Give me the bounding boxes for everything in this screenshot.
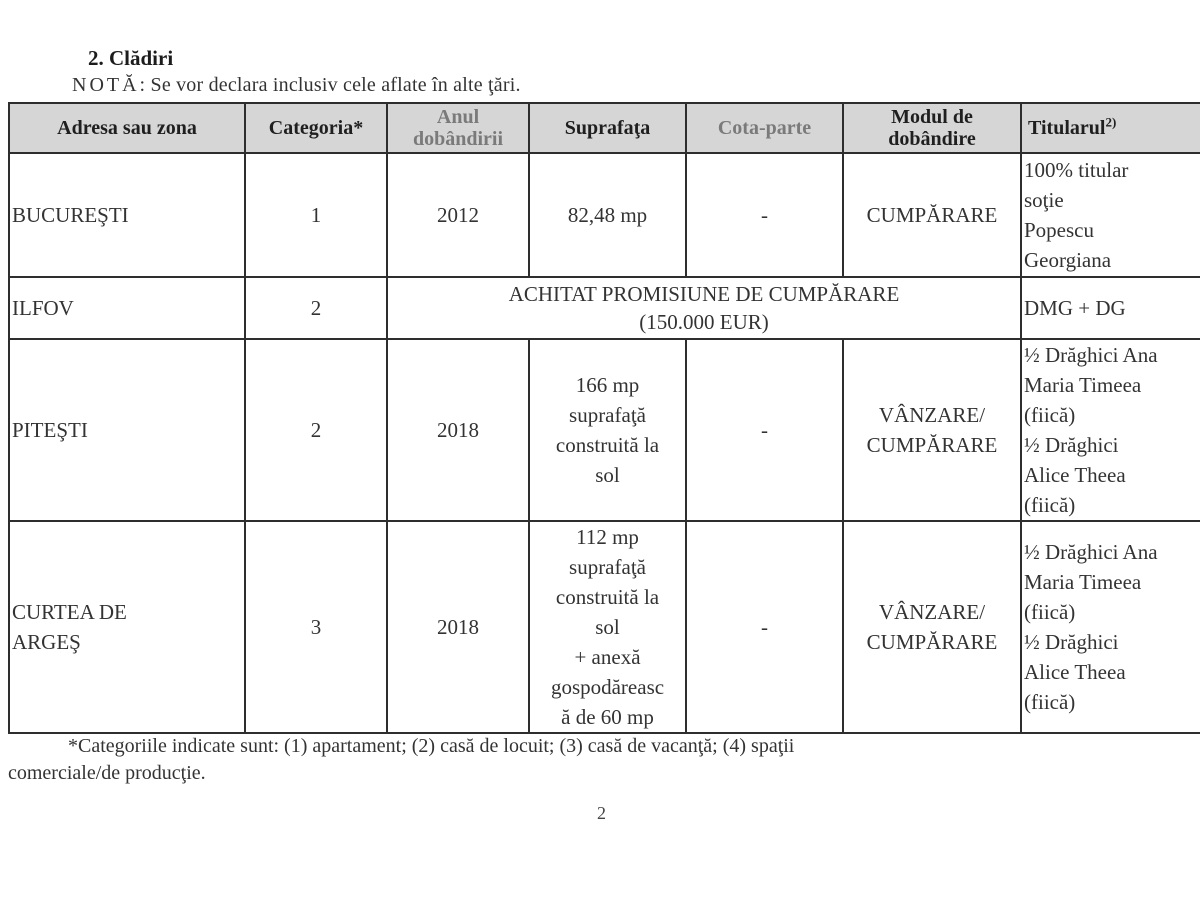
- cell-mode-line: CUMPĂRARE: [866, 203, 998, 227]
- cell-holder-line: 100% titular: [1024, 158, 1129, 182]
- cell-holder-line: ½ Drăghici Ana: [1024, 540, 1158, 564]
- cell-area-line: 82,48 mp: [567, 203, 648, 227]
- cell-area-line: 112 mp: [576, 525, 639, 549]
- cell-holder-line: (fiică): [1024, 600, 1076, 624]
- cell-year: 2012: [387, 153, 529, 277]
- cell-holder-line: (fiică): [1024, 403, 1076, 427]
- merged-note-line2: (150.000 EUR): [639, 310, 769, 334]
- cell-area-line: sol: [595, 615, 620, 639]
- header-address: Adresa sau zona: [9, 103, 245, 153]
- cell-address: PITEŞTI: [9, 339, 245, 521]
- table-row: [9, 277, 1200, 339]
- cell-year: 2018: [387, 339, 529, 521]
- cell-mode-line: VÂNZARE/: [878, 600, 986, 624]
- cell-holder-line: soţie: [1024, 188, 1064, 212]
- category-footnote: [8, 733, 1198, 787]
- header-year: [387, 103, 529, 153]
- cell-address: BUCUREŞTI: [9, 153, 245, 277]
- header-share: Cota-parte: [686, 103, 843, 153]
- cell-area: [529, 521, 686, 733]
- table-row: [9, 153, 1200, 277]
- cell-category: 3: [245, 521, 387, 733]
- header-holder-sup: 2): [1105, 114, 1117, 130]
- cell-merged-note: [387, 277, 1021, 339]
- cell-category: 1: [245, 153, 387, 277]
- cell-area-line: suprafaţă: [569, 555, 646, 579]
- cell-share: -: [686, 153, 843, 277]
- header-mode-line1: Modul de: [891, 106, 973, 128]
- cell-mode-line: VÂNZARE/: [878, 403, 986, 427]
- cell-holder: [1021, 339, 1200, 521]
- note: [72, 74, 521, 97]
- cell-holder-line: DMG + DG: [1024, 296, 1126, 320]
- cell-holder-line: ½ Drăghici Ana: [1024, 343, 1158, 367]
- page-number: 2: [597, 803, 606, 823]
- header-category: Categoria*: [245, 103, 387, 153]
- cell-holder-line: Georgiana: [1024, 248, 1112, 272]
- section-title: 2. Clădiri: [88, 46, 174, 70]
- header-mode: [843, 103, 1021, 153]
- cell-share: -: [686, 339, 843, 521]
- cell-holder-line: (fiică): [1024, 493, 1076, 517]
- cell-mode: [843, 339, 1021, 521]
- cell-mode-line: CUMPĂRARE: [866, 630, 998, 654]
- cell-holder: [1021, 153, 1200, 277]
- cell-address: [9, 521, 245, 733]
- cell-category: 2: [245, 339, 387, 521]
- cell-area-line: construită la: [555, 433, 660, 457]
- cell-holder: [1021, 277, 1200, 339]
- cell-area-line: ă de 60 mp: [561, 705, 654, 729]
- header-mode-line2: dobândire: [888, 128, 976, 150]
- cell-mode: [843, 521, 1021, 733]
- merged-note-line1: ACHITAT PROMISIUNE DE CUMPĂRARE: [508, 282, 900, 306]
- table-row: [9, 521, 1200, 733]
- note-text: : Se vor declara inclusiv cele aflate în alte ţări.: [139, 74, 521, 96]
- cell-holder-line: Popescu: [1024, 218, 1094, 242]
- header-holder: [1021, 103, 1200, 153]
- cell-area-line: gospodăreasc: [550, 675, 665, 699]
- cell-area: [529, 153, 686, 277]
- cell-address-line: ARGEŞ: [12, 630, 81, 654]
- table-header-row: [9, 103, 1200, 153]
- header-area: Suprafaţa: [529, 103, 686, 153]
- table-row: [9, 339, 1200, 521]
- cell-area-line: sol: [595, 463, 620, 487]
- cell-category: 2: [245, 277, 387, 339]
- cell-holder-line: ½ Drăghici: [1024, 433, 1119, 457]
- buildings-table: [8, 102, 1200, 734]
- cell-holder-line: Maria Timeea: [1024, 570, 1142, 594]
- note-label: NOTĂ: [72, 74, 140, 96]
- cell-year: 2018: [387, 521, 529, 733]
- cell-area: [529, 339, 686, 521]
- cell-area-line: 166 mp: [575, 373, 640, 397]
- cell-share: -: [686, 521, 843, 733]
- cell-area-line: + anexă: [574, 645, 641, 669]
- header-year-line1: Anul: [436, 106, 480, 128]
- header-holder-label: Titularul: [1028, 117, 1106, 139]
- cell-mode: [843, 153, 1021, 277]
- cell-holder-line: (fiică): [1024, 690, 1076, 714]
- cell-holder: [1021, 521, 1200, 733]
- footnote-line2: comerciale/de producţie.: [8, 762, 206, 784]
- cell-holder-line: Alice Theea: [1024, 463, 1126, 487]
- cell-holder-line: ½ Drăghici: [1024, 630, 1119, 654]
- cell-area-line: suprafaţă: [569, 403, 646, 427]
- header-year-line2: dobândirii: [412, 128, 504, 150]
- cell-mode-line: CUMPĂRARE: [866, 433, 998, 457]
- cell-holder-line: Maria Timeea: [1024, 373, 1142, 397]
- cell-address: ILFOV: [9, 277, 245, 339]
- footnote-line1: *Categoriile indicate sunt: (1) apartament; (2) casă de locuit; (3) casă de vacanţă; (4) spaţii: [68, 735, 795, 757]
- cell-area-line: construită la: [555, 585, 660, 609]
- cell-holder-line: Alice Theea: [1024, 660, 1126, 684]
- cell-address-line: CURTEA DE: [12, 600, 127, 624]
